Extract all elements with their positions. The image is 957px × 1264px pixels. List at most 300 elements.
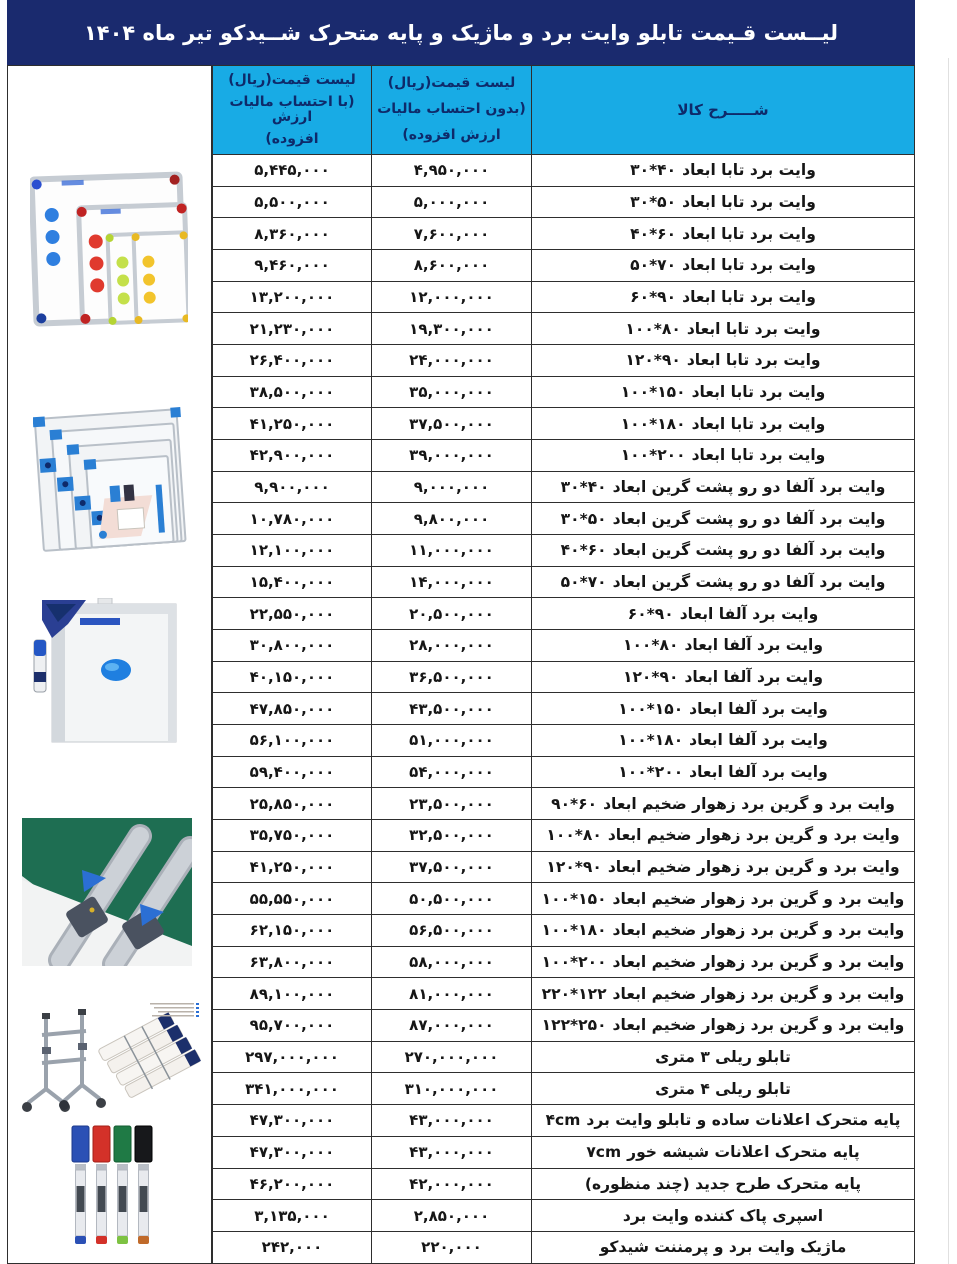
header-line: شـــــرح کالا — [677, 100, 769, 119]
table-row — [212, 472, 915, 504]
product-label: وایت برد آلفا ابعاد — [679, 604, 819, 623]
product-dimensions: ۵۰*۷۰ — [560, 573, 607, 592]
price-without-vat-cell — [372, 155, 532, 187]
price-with-vat-cell — [212, 598, 372, 630]
product-dimensions: ۱۲۰*۹۰ — [625, 351, 681, 370]
product-description — [542, 921, 905, 939]
price-with-vat: ۹,۴۶۰,۰۰۰ — [254, 256, 330, 275]
price-without-vat-cell — [372, 377, 532, 409]
table-row — [212, 1169, 915, 1201]
table-row — [212, 978, 915, 1010]
price-without-vat-cell — [372, 852, 532, 884]
price-without-vat-cell — [372, 1137, 532, 1169]
product-description — [542, 1016, 905, 1034]
photo-green-board-aluminium-rails — [22, 818, 192, 966]
product-dimensions: ۶۰*۹۰ — [627, 604, 674, 623]
table-row — [212, 788, 915, 820]
product-label: وایت برد تابا ابعاد — [691, 383, 826, 402]
price-with-vat: ۳۴۱,۰۰۰,۰۰۰ — [245, 1079, 339, 1098]
table-row — [212, 187, 915, 219]
product-photos-column — [7, 65, 212, 1264]
price-with-vat-cell — [212, 1169, 372, 1201]
product-description — [630, 256, 816, 274]
price-without-vat: ۳۷,۵۰۰,۰۰۰ — [409, 414, 494, 433]
price-with-vat: ۸۹,۱۰۰,۰۰۰ — [249, 984, 335, 1003]
price-without-vat-cell — [372, 535, 532, 567]
price-with-vat-cell — [212, 250, 372, 282]
header-product-description — [532, 65, 915, 155]
price-without-vat-cell — [372, 915, 532, 947]
table-row — [212, 662, 915, 694]
price-without-vat-cell — [372, 1169, 532, 1201]
price-with-vat-cell — [212, 440, 372, 472]
product-dimensions: ۶۰*۹۰ — [630, 288, 677, 307]
price-with-vat-cell — [212, 1042, 372, 1074]
price-with-vat: ۸,۳۶۰,۰۰۰ — [254, 224, 330, 243]
price-with-vat-cell — [212, 883, 372, 915]
price-without-vat: ۴۳,۰۰۰,۰۰۰ — [409, 1143, 494, 1162]
price-with-vat: ۵,۴۴۵,۰۰۰ — [254, 161, 330, 180]
product-dimensions: ۱۰۰*۱۵۰ — [620, 383, 686, 402]
product-description-cell — [532, 377, 915, 409]
price-with-vat-cell — [212, 408, 372, 440]
table-header-row — [212, 65, 915, 155]
product-dimensions: ۱۰۰*۱۸۰ — [618, 731, 684, 750]
product-label: وایت برد آلفا دو رو پشت گرین ابعاد — [612, 541, 886, 560]
price-with-vat-cell — [212, 187, 372, 219]
header-line: افزوده) — [265, 131, 319, 147]
price-with-vat: ۹۵,۷۰۰,۰۰۰ — [249, 1016, 335, 1035]
price-with-vat-cell — [212, 1073, 372, 1105]
price-without-vat: ۲۸,۰۰۰,۰۰۰ — [409, 636, 494, 655]
price-without-vat: ۳۶,۵۰۰,۰۰۰ — [409, 668, 494, 687]
table-row — [212, 1137, 915, 1169]
table-row — [212, 1042, 915, 1074]
price-without-vat-cell — [372, 567, 532, 599]
price-with-vat-cell — [212, 567, 372, 599]
product-description-cell — [532, 1073, 915, 1105]
price-with-vat: ۲۲,۵۵۰,۰۰۰ — [249, 604, 335, 623]
product-dimensions: ۳۰*۵۰ — [560, 509, 607, 528]
product-dimensions: ۴۰*۶۰ — [560, 541, 607, 560]
product-dimensions: ۱۰۰*۱۸۰ — [620, 414, 686, 433]
table-row — [212, 282, 915, 314]
price-without-vat: ۳۵,۰۰۰,۰۰۰ — [409, 383, 494, 402]
header-price-without-vat — [372, 65, 532, 155]
price-table — [212, 65, 915, 1264]
price-without-vat-cell — [372, 947, 532, 979]
price-with-vat: ۱۰,۷۸۰,۰۰۰ — [249, 509, 335, 528]
price-without-vat-cell — [372, 662, 532, 694]
price-with-vat-cell — [212, 757, 372, 789]
price-with-vat: ۳,۱۳۵,۰۰۰ — [254, 1206, 330, 1225]
product-description-cell — [532, 503, 915, 535]
product-label: تابلو ریلی ۴ متری — [655, 1079, 791, 1098]
product-label: وایت برد آلفا دو رو پشت گرین ابعاد — [612, 478, 886, 497]
header-line: (با احتساب مالیات ارزش — [229, 93, 355, 125]
price-without-vat-cell — [372, 1010, 532, 1042]
price-with-vat: ۶۳,۸۰۰,۰۰۰ — [249, 953, 335, 972]
table-row — [212, 377, 915, 409]
price-with-vat-cell — [212, 503, 372, 535]
price-with-vat-cell — [212, 662, 372, 694]
product-description-cell — [532, 662, 915, 694]
price-without-vat: ۵۶,۵۰۰,۰۰۰ — [409, 921, 494, 940]
product-description — [618, 700, 827, 718]
price-without-vat-cell — [372, 820, 532, 852]
price-with-vat-cell — [212, 1200, 372, 1232]
product-description-cell — [532, 1232, 915, 1264]
photo-mobile-stand-and-folded-stands — [12, 1001, 202, 1121]
product-description-cell — [532, 440, 915, 472]
product-label: وایت برد و گرین برد زهوار ضخیم ابعاد — [607, 826, 900, 845]
product-description — [630, 161, 816, 179]
product-dimensions: ۱۰۰*۸۰ — [625, 319, 681, 338]
product-description-cell — [532, 408, 915, 440]
product-label: وایت برد آلفا ابعاد — [684, 668, 823, 687]
product-label: وایت برد و گرین برد زهوار ضخیم ابعاد — [607, 858, 900, 877]
product-description-cell — [532, 820, 915, 852]
price-with-vat: ۴۷,۸۵۰,۰۰۰ — [249, 699, 335, 718]
product-label: پایه متحرک اعلانات ساده و تابلو وایت برد — [586, 1111, 901, 1130]
price-with-vat: ۴۶,۲۰۰,۰۰۰ — [249, 1174, 335, 1193]
price-with-vat: ۳۸,۵۰۰,۰۰۰ — [249, 383, 335, 402]
price-with-vat-cell — [212, 1137, 372, 1169]
table-row — [212, 598, 915, 630]
product-label: وایت برد آلفا ابعاد — [684, 636, 823, 655]
product-description — [542, 890, 905, 908]
product-description — [625, 320, 820, 338]
product-description-cell — [532, 250, 915, 282]
product-label: وایت برد تابا ابعاد — [682, 224, 816, 243]
price-with-vat: ۲۹۷,۰۰۰,۰۰۰ — [245, 1048, 339, 1067]
product-label: وایت برد و گرین برد زهوار ضخیم ابعاد — [603, 794, 895, 813]
product-description — [630, 288, 816, 306]
page-title: لیــست قـیمت تابلو وایت برد و ماژیک و پایه متحرک شــیدکو تیر ماه ۱۴۰۴ — [7, 0, 915, 67]
product-dimensions: ۴۰*۶۰ — [630, 224, 677, 243]
price-with-vat: ۲۶,۴۰۰,۰۰۰ — [249, 351, 335, 370]
price-with-vat: ۴۰,۱۵۰,۰۰۰ — [249, 668, 335, 687]
price-without-vat: ۵,۰۰۰,۰۰۰ — [413, 193, 490, 211]
product-label: پایه متحرک طرح جدید (چند منظوره) — [584, 1174, 862, 1193]
price-without-vat: ۵۴,۰۰۰,۰۰۰ — [409, 763, 494, 782]
product-label: پایه متحرک اعلانات شیشه خور — [627, 1143, 860, 1162]
price-with-vat-cell — [212, 535, 372, 567]
product-description — [551, 795, 895, 813]
price-with-vat: ۴۱,۲۵۰,۰۰۰ — [249, 858, 335, 877]
price-with-vat: ۵,۵۰۰,۰۰۰ — [254, 193, 330, 211]
table-row — [212, 1073, 915, 1105]
header-line: (بدون احتساب مالیات — [377, 101, 526, 118]
price-without-vat-cell — [372, 1073, 532, 1105]
price-with-vat-cell — [212, 345, 372, 377]
table-row — [212, 155, 915, 187]
photo-whiteboard-markers-set — [70, 1124, 156, 1258]
price-without-vat-cell — [372, 883, 532, 915]
product-description — [618, 763, 827, 781]
table-row — [212, 820, 915, 852]
photo-nested-magnetic-whiteboards — [30, 169, 188, 329]
product-label: وایت برد آلفا ابعاد — [689, 699, 828, 718]
product-label: وایت برد تابا ابعاد — [682, 288, 816, 307]
table-row — [212, 693, 915, 725]
product-description — [586, 1143, 859, 1161]
price-without-vat-cell — [372, 1042, 532, 1074]
product-description — [623, 636, 823, 654]
price-without-vat: ۱۱,۰۰۰,۰۰۰ — [409, 541, 494, 560]
product-label: وایت برد آلفا دو رو پشت گرین ابعاد — [612, 509, 886, 528]
price-with-vat: ۵۹,۴۰۰,۰۰۰ — [249, 763, 335, 782]
price-without-vat-cell — [372, 1105, 532, 1137]
product-dimensions: ۳۰*۵۰ — [630, 193, 677, 211]
price-without-vat: ۵۰,۵۰۰,۰۰۰ — [409, 889, 494, 908]
product-description — [546, 1111, 901, 1129]
table-row — [212, 218, 915, 250]
price-with-vat: ۹,۹۰۰,۰۰۰ — [254, 478, 330, 497]
product-dimensions: ۱۲۰*۹۰ — [623, 668, 679, 687]
product-description-cell — [532, 567, 915, 599]
price-without-vat-cell — [372, 187, 532, 219]
price-without-vat: ۲۴,۰۰۰,۰۰۰ — [409, 351, 494, 370]
product-description-cell — [532, 693, 915, 725]
price-with-vat-cell — [212, 155, 372, 187]
header-line: ارزش افزوده) — [402, 127, 501, 144]
price-without-vat: ۲۲۰,۰۰۰ — [421, 1238, 482, 1257]
product-label: وایت برد تابا ابعاد — [691, 414, 826, 433]
table-row — [212, 630, 915, 662]
product-description — [542, 985, 905, 1003]
price-without-vat-cell — [372, 1200, 532, 1232]
price-with-vat: ۴۲,۹۰۰,۰۰۰ — [249, 446, 335, 465]
table-row — [212, 883, 915, 915]
product-description-cell — [532, 1010, 915, 1042]
price-with-vat: ۲۵,۸۵۰,۰۰۰ — [249, 794, 335, 813]
header-line: لیست قیمت(ریال) — [228, 71, 356, 88]
product-label: وایت برد و گرین برد زهوار ضخیم ابعاد — [612, 889, 905, 908]
product-dimensions: ۵۰*۷۰ — [630, 256, 677, 275]
product-description — [630, 193, 816, 211]
product-label: وایت برد آلفا دو رو پشت گرین ابعاد — [612, 573, 886, 592]
photo-whiteboard-back-stack — [33, 398, 188, 558]
price-without-vat-cell — [372, 503, 532, 535]
table-row — [212, 725, 915, 757]
price-without-vat: ۲۰,۵۰۰,۰۰۰ — [409, 604, 494, 623]
price-with-vat-cell — [212, 218, 372, 250]
product-description — [546, 826, 899, 844]
product-dimensions: ۱۰۰*۸۰ — [623, 636, 679, 655]
product-description — [561, 573, 886, 591]
product-label: وایت برد و گرین برد زهوار ضخیم ابعاد — [612, 953, 905, 972]
product-label: تابلو ریلی ۳ متری — [655, 1048, 791, 1067]
product-description-cell — [532, 1105, 915, 1137]
table-row — [212, 757, 915, 789]
table-row — [212, 852, 915, 884]
table-row — [212, 440, 915, 472]
product-description-cell — [532, 915, 915, 947]
price-with-vat-cell — [212, 377, 372, 409]
product-label: وایت برد تابا ابعاد — [686, 319, 821, 338]
price-with-vat-cell — [212, 1232, 372, 1264]
product-dimensions: ۱۰۰*۲۰۰ — [620, 446, 686, 465]
table-row — [212, 313, 915, 345]
price-without-vat-cell — [372, 978, 532, 1010]
table-row — [212, 535, 915, 567]
product-label: وایت برد تابا ابعاد — [691, 446, 826, 465]
price-with-vat-cell — [212, 1010, 372, 1042]
product-description-cell — [532, 978, 915, 1010]
price-without-vat: ۱۲,۰۰۰,۰۰۰ — [409, 288, 494, 307]
product-dimensions: ۷cm — [586, 1143, 622, 1162]
product-dimensions: ۱۲۰*۹۰ — [546, 858, 602, 877]
product-description — [630, 225, 816, 243]
price-without-vat-cell — [372, 757, 532, 789]
product-description-cell — [532, 725, 915, 757]
table-row — [212, 1105, 915, 1137]
product-description — [600, 1238, 847, 1256]
product-description — [561, 541, 886, 559]
table-row — [212, 408, 915, 440]
price-without-vat-cell — [372, 1232, 532, 1264]
product-description — [655, 1080, 791, 1098]
price-without-vat-cell — [372, 440, 532, 472]
product-label: وایت برد و گرین برد زهوار ضخیم ابعاد — [612, 984, 905, 1003]
price-without-vat: ۴,۹۵۰,۰۰۰ — [413, 161, 490, 180]
price-without-vat-cell — [372, 408, 532, 440]
price-without-vat: ۳۹,۰۰۰,۰۰۰ — [409, 446, 494, 465]
table-row — [212, 1200, 915, 1232]
product-description-cell — [532, 883, 915, 915]
price-without-vat: ۸۷,۰۰۰,۰۰۰ — [409, 1016, 494, 1035]
product-description-cell — [532, 345, 915, 377]
product-description-cell — [532, 218, 915, 250]
price-without-vat: ۱۴,۰۰۰,۰۰۰ — [409, 573, 494, 592]
price-without-vat-cell — [372, 788, 532, 820]
price-with-vat-cell — [212, 1105, 372, 1137]
product-dimensions: ۱۰۰*۱۵۰ — [618, 699, 684, 718]
product-dimensions: ۹۰*۶۰ — [551, 794, 598, 813]
price-without-vat: ۸۱,۰۰۰,۰۰۰ — [409, 984, 494, 1003]
price-with-vat-cell — [212, 852, 372, 884]
price-without-vat: ۳۲,۵۰۰,۰۰۰ — [409, 826, 494, 845]
product-label: وایت برد تابا ابعاد — [682, 256, 816, 275]
product-description-cell — [532, 535, 915, 567]
price-with-vat-cell — [212, 472, 372, 504]
price-with-vat-cell — [212, 947, 372, 979]
product-description-cell — [532, 1137, 915, 1169]
price-with-vat: ۴۷,۳۰۰,۰۰۰ — [249, 1143, 335, 1162]
price-with-vat-cell — [212, 693, 372, 725]
price-with-vat: ۲۴۲,۰۰۰ — [261, 1238, 323, 1257]
price-with-vat: ۲۱,۲۳۰,۰۰۰ — [249, 319, 335, 338]
product-label: وایت برد و گرین برد زهوار ضخیم ابعاد — [612, 921, 905, 940]
table-row — [212, 947, 915, 979]
price-without-vat: ۲,۸۵۰,۰۰۰ — [413, 1206, 490, 1225]
product-description-cell — [532, 630, 915, 662]
product-label: وایت برد آلفا ابعاد — [689, 731, 828, 750]
price-with-vat-cell — [212, 313, 372, 345]
price-with-vat: ۳۵,۷۵۰,۰۰۰ — [249, 826, 335, 845]
price-without-vat-cell — [372, 693, 532, 725]
price-without-vat: ۴۲,۰۰۰,۰۰۰ — [409, 1174, 494, 1193]
price-without-vat: ۴۳,۰۰۰,۰۰۰ — [409, 1111, 494, 1130]
price-with-vat: ۶۲,۱۵۰,۰۰۰ — [249, 921, 335, 940]
product-description — [618, 731, 827, 749]
header-line: لیست قیمت(ریال) — [387, 75, 516, 92]
product-dimensions: ۱۲۲*۲۵۰ — [541, 1016, 607, 1035]
product-description-cell — [532, 788, 915, 820]
price-without-vat-cell — [372, 218, 532, 250]
product-dimensions: ۳۰*۴۰ — [630, 161, 677, 180]
product-description — [628, 605, 819, 623]
product-description — [623, 668, 823, 686]
product-description-cell — [532, 282, 915, 314]
product-description-cell — [532, 852, 915, 884]
product-dimensions: ۱۰۰*۸۰ — [546, 826, 602, 845]
price-with-vat: ۱۳,۲۰۰,۰۰۰ — [249, 288, 335, 307]
product-description — [621, 446, 826, 464]
product-description-cell — [532, 1042, 915, 1074]
price-without-vat-cell — [372, 598, 532, 630]
price-without-vat: ۴۳,۵۰۰,۰۰۰ — [409, 699, 494, 718]
table-row — [212, 250, 915, 282]
product-description-cell — [532, 947, 915, 979]
product-label: ماژیک وایت برد و پرمننت شیدکو — [599, 1238, 847, 1257]
price-with-vat: ۱۵,۴۰۰,۰۰۰ — [249, 573, 335, 592]
product-label: وایت برد و گرین برد زهوار ضخیم ابعاد — [612, 1016, 905, 1035]
table-row — [212, 1010, 915, 1042]
price-without-vat-cell — [372, 630, 532, 662]
scan-page-edge — [948, 58, 949, 1264]
table-row — [212, 1232, 915, 1264]
price-without-vat: ۷,۶۰۰,۰۰۰ — [413, 224, 490, 243]
price-without-vat-cell — [372, 313, 532, 345]
product-description-cell — [532, 598, 915, 630]
product-dimensions: ۱۰۰*۱۵۰ — [541, 889, 607, 908]
product-label: وایت برد تابا ابعاد — [682, 161, 816, 180]
product-description — [561, 510, 886, 528]
header-price-with-vat — [212, 65, 372, 155]
price-with-vat-cell — [212, 915, 372, 947]
product-description-cell — [532, 1200, 915, 1232]
product-description — [542, 953, 905, 971]
price-without-vat: ۸,۶۰۰,۰۰۰ — [413, 256, 490, 275]
product-label: اسپری پاک کننده وایت برد — [622, 1206, 824, 1225]
price-without-vat: ۹,۸۰۰,۰۰۰ — [413, 509, 490, 528]
price-with-vat-cell — [212, 630, 372, 662]
price-without-vat-cell — [372, 250, 532, 282]
price-with-vat: ۴۷,۳۰۰,۰۰۰ — [249, 1111, 335, 1130]
product-label: وایت برد تابا ابعاد — [686, 351, 821, 370]
table-row — [212, 345, 915, 377]
product-description — [625, 351, 820, 369]
photo-whiteboard-corner-closeup — [28, 598, 180, 746]
price-with-vat: ۵۶,۱۰۰,۰۰۰ — [249, 731, 335, 750]
price-without-vat-cell — [372, 725, 532, 757]
price-without-vat: ۱۹,۳۰۰,۰۰۰ — [409, 319, 494, 338]
price-with-vat-cell — [212, 788, 372, 820]
product-description-cell — [532, 757, 915, 789]
product-description-cell — [532, 187, 915, 219]
table-row — [212, 503, 915, 535]
price-with-vat-cell — [212, 725, 372, 757]
product-dimensions: ۱۰۰*۱۸۰ — [541, 921, 607, 940]
product-description — [623, 1207, 823, 1225]
product-dimensions: ۴cm — [545, 1111, 581, 1130]
price-without-vat: ۵۱,۰۰۰,۰۰۰ — [409, 731, 494, 750]
price-without-vat: ۳۷,۵۰۰,۰۰۰ — [409, 858, 494, 877]
product-label: وایت برد آلفا ابعاد — [689, 763, 828, 782]
price-without-vat-cell — [372, 282, 532, 314]
